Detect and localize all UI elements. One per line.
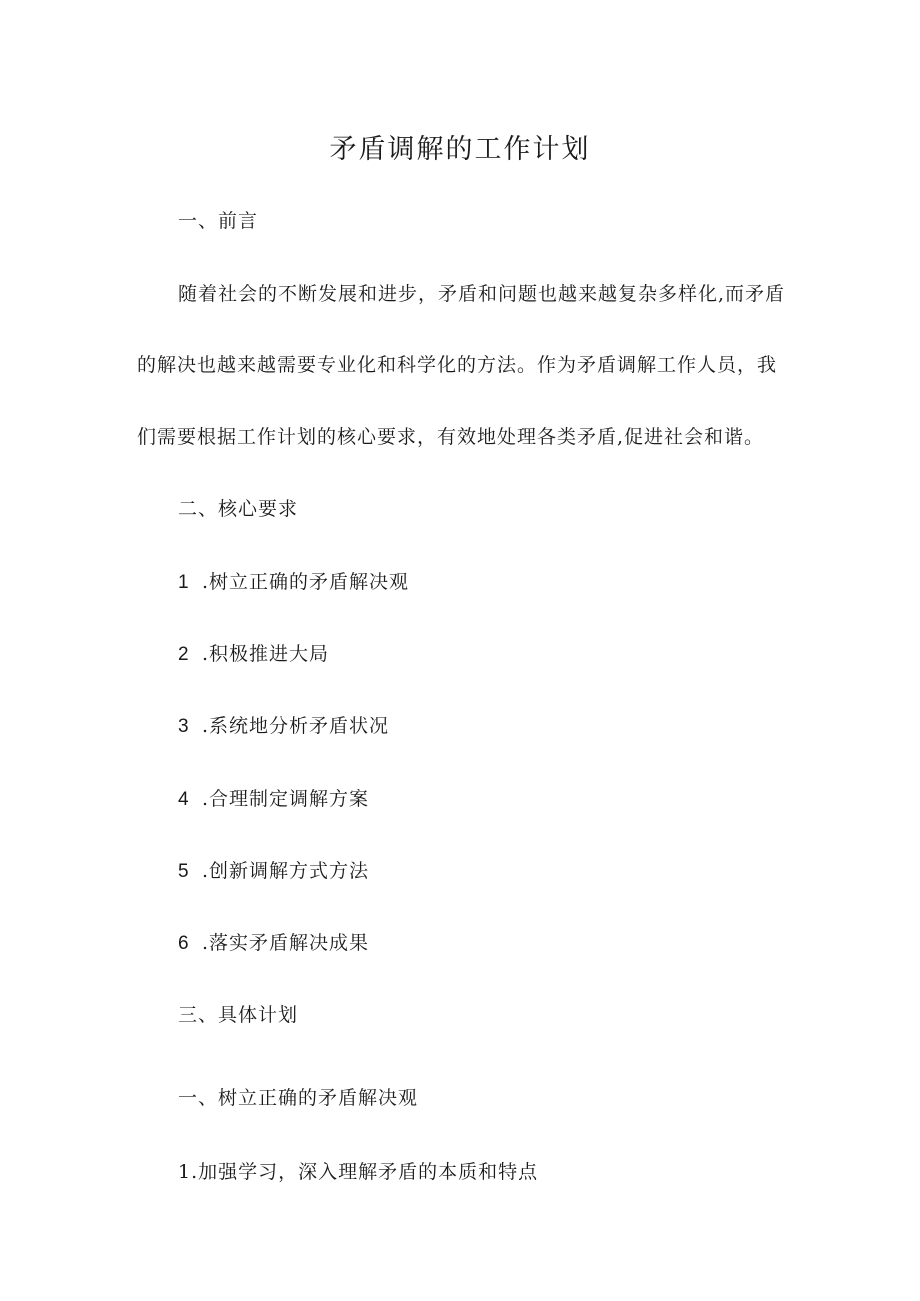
list-item <box>178 858 369 885</box>
section-heading-specific-plan: 三、具体计划 <box>178 1004 299 1026</box>
list-item-text: .系统地分析矛盾状况 <box>202 715 390 737</box>
list-item <box>178 786 369 813</box>
plan-point: 1.加强学习，深入理解矛盾的本质和特点 <box>178 1161 539 1183</box>
list-item-number: 1 <box>178 572 190 593</box>
list-item <box>178 930 369 957</box>
list-item-text: .树立正确的矛盾解决观 <box>202 571 410 593</box>
paragraph-line-3: 们需要根据工作计划的核心要求，有效地处理各类矛盾,促进社会和谐。 <box>137 426 765 448</box>
list-item-text: .落实矛盾解决成果 <box>202 932 370 954</box>
subsection-heading: 一、树立正确的矛盾解决观 <box>178 1087 419 1109</box>
paragraph-line-1: 随着社会的不断发展和进步，矛盾和问题也越来越复杂多样化,而矛盾 <box>178 283 786 305</box>
list-item-number: 4 <box>178 789 190 810</box>
list-item-number: 6 <box>178 933 190 954</box>
section-heading-core-requirements: 二、核心要求 <box>178 498 299 520</box>
list-item-number: 3 <box>178 716 190 737</box>
paragraph-line-2: 的解决也越来越需要专业化和科学化的方法。作为矛盾调解工作人员，我 <box>137 354 778 376</box>
list-item-number: 5 <box>178 861 190 882</box>
list-item-text: .合理制定调解方案 <box>202 788 370 810</box>
list-item-text: .积极推进大局 <box>202 643 330 665</box>
list-item <box>178 641 329 668</box>
list-item <box>178 569 409 596</box>
list-item-number: 2 <box>178 644 190 665</box>
list-item-text: .创新调解方式方法 <box>202 860 370 882</box>
list-item <box>178 713 389 740</box>
section-heading-preface: 一、前言 <box>178 210 259 232</box>
document-title: 矛盾调解的工作计划 <box>329 134 591 165</box>
